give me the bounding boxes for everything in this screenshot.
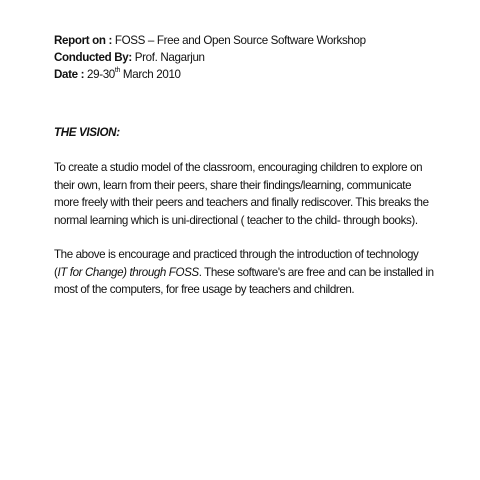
conducted-line [54, 49, 434, 66]
report-line [54, 32, 434, 49]
vision-paragraph-2-pre: The above is encourage and practiced through the introduction of technology ( [54, 248, 419, 279]
date-value-sup: th [114, 67, 121, 75]
vision-paragraph-1: To create a studio model of the classroom, encouraging children to explore on their own, learn from their peers, share their findings/learning, communicate more freely with their peers and teachers and finally rediscover. This breaks the normal learning which is uni-directional ( teacher to the child- through books). [54, 161, 429, 227]
vision-paragraph-2 [54, 246, 434, 299]
conducted-label: Conducted By: [54, 51, 132, 64]
date-value-pre: 29-30 [87, 68, 115, 81]
report-value: FOSS – Free and Open Source Software Workshop [114, 34, 366, 47]
date-line [54, 66, 434, 83]
report-label: Report on : [54, 34, 112, 47]
vision-paragraph-2-post: . These software's are free and can be installed in most of the computers, for free usage by teachers and children. [54, 265, 434, 296]
conducted-value: Prof. Nagarjun [134, 51, 205, 64]
document-page [54, 32, 434, 299]
vision-title: THE VISION: [54, 126, 120, 139]
date-label: Date : [54, 68, 85, 81]
date-value-post: March 2010 [122, 68, 181, 81]
vision-paragraph-2-italic: IT for Change) through FOSS [57, 265, 199, 279]
